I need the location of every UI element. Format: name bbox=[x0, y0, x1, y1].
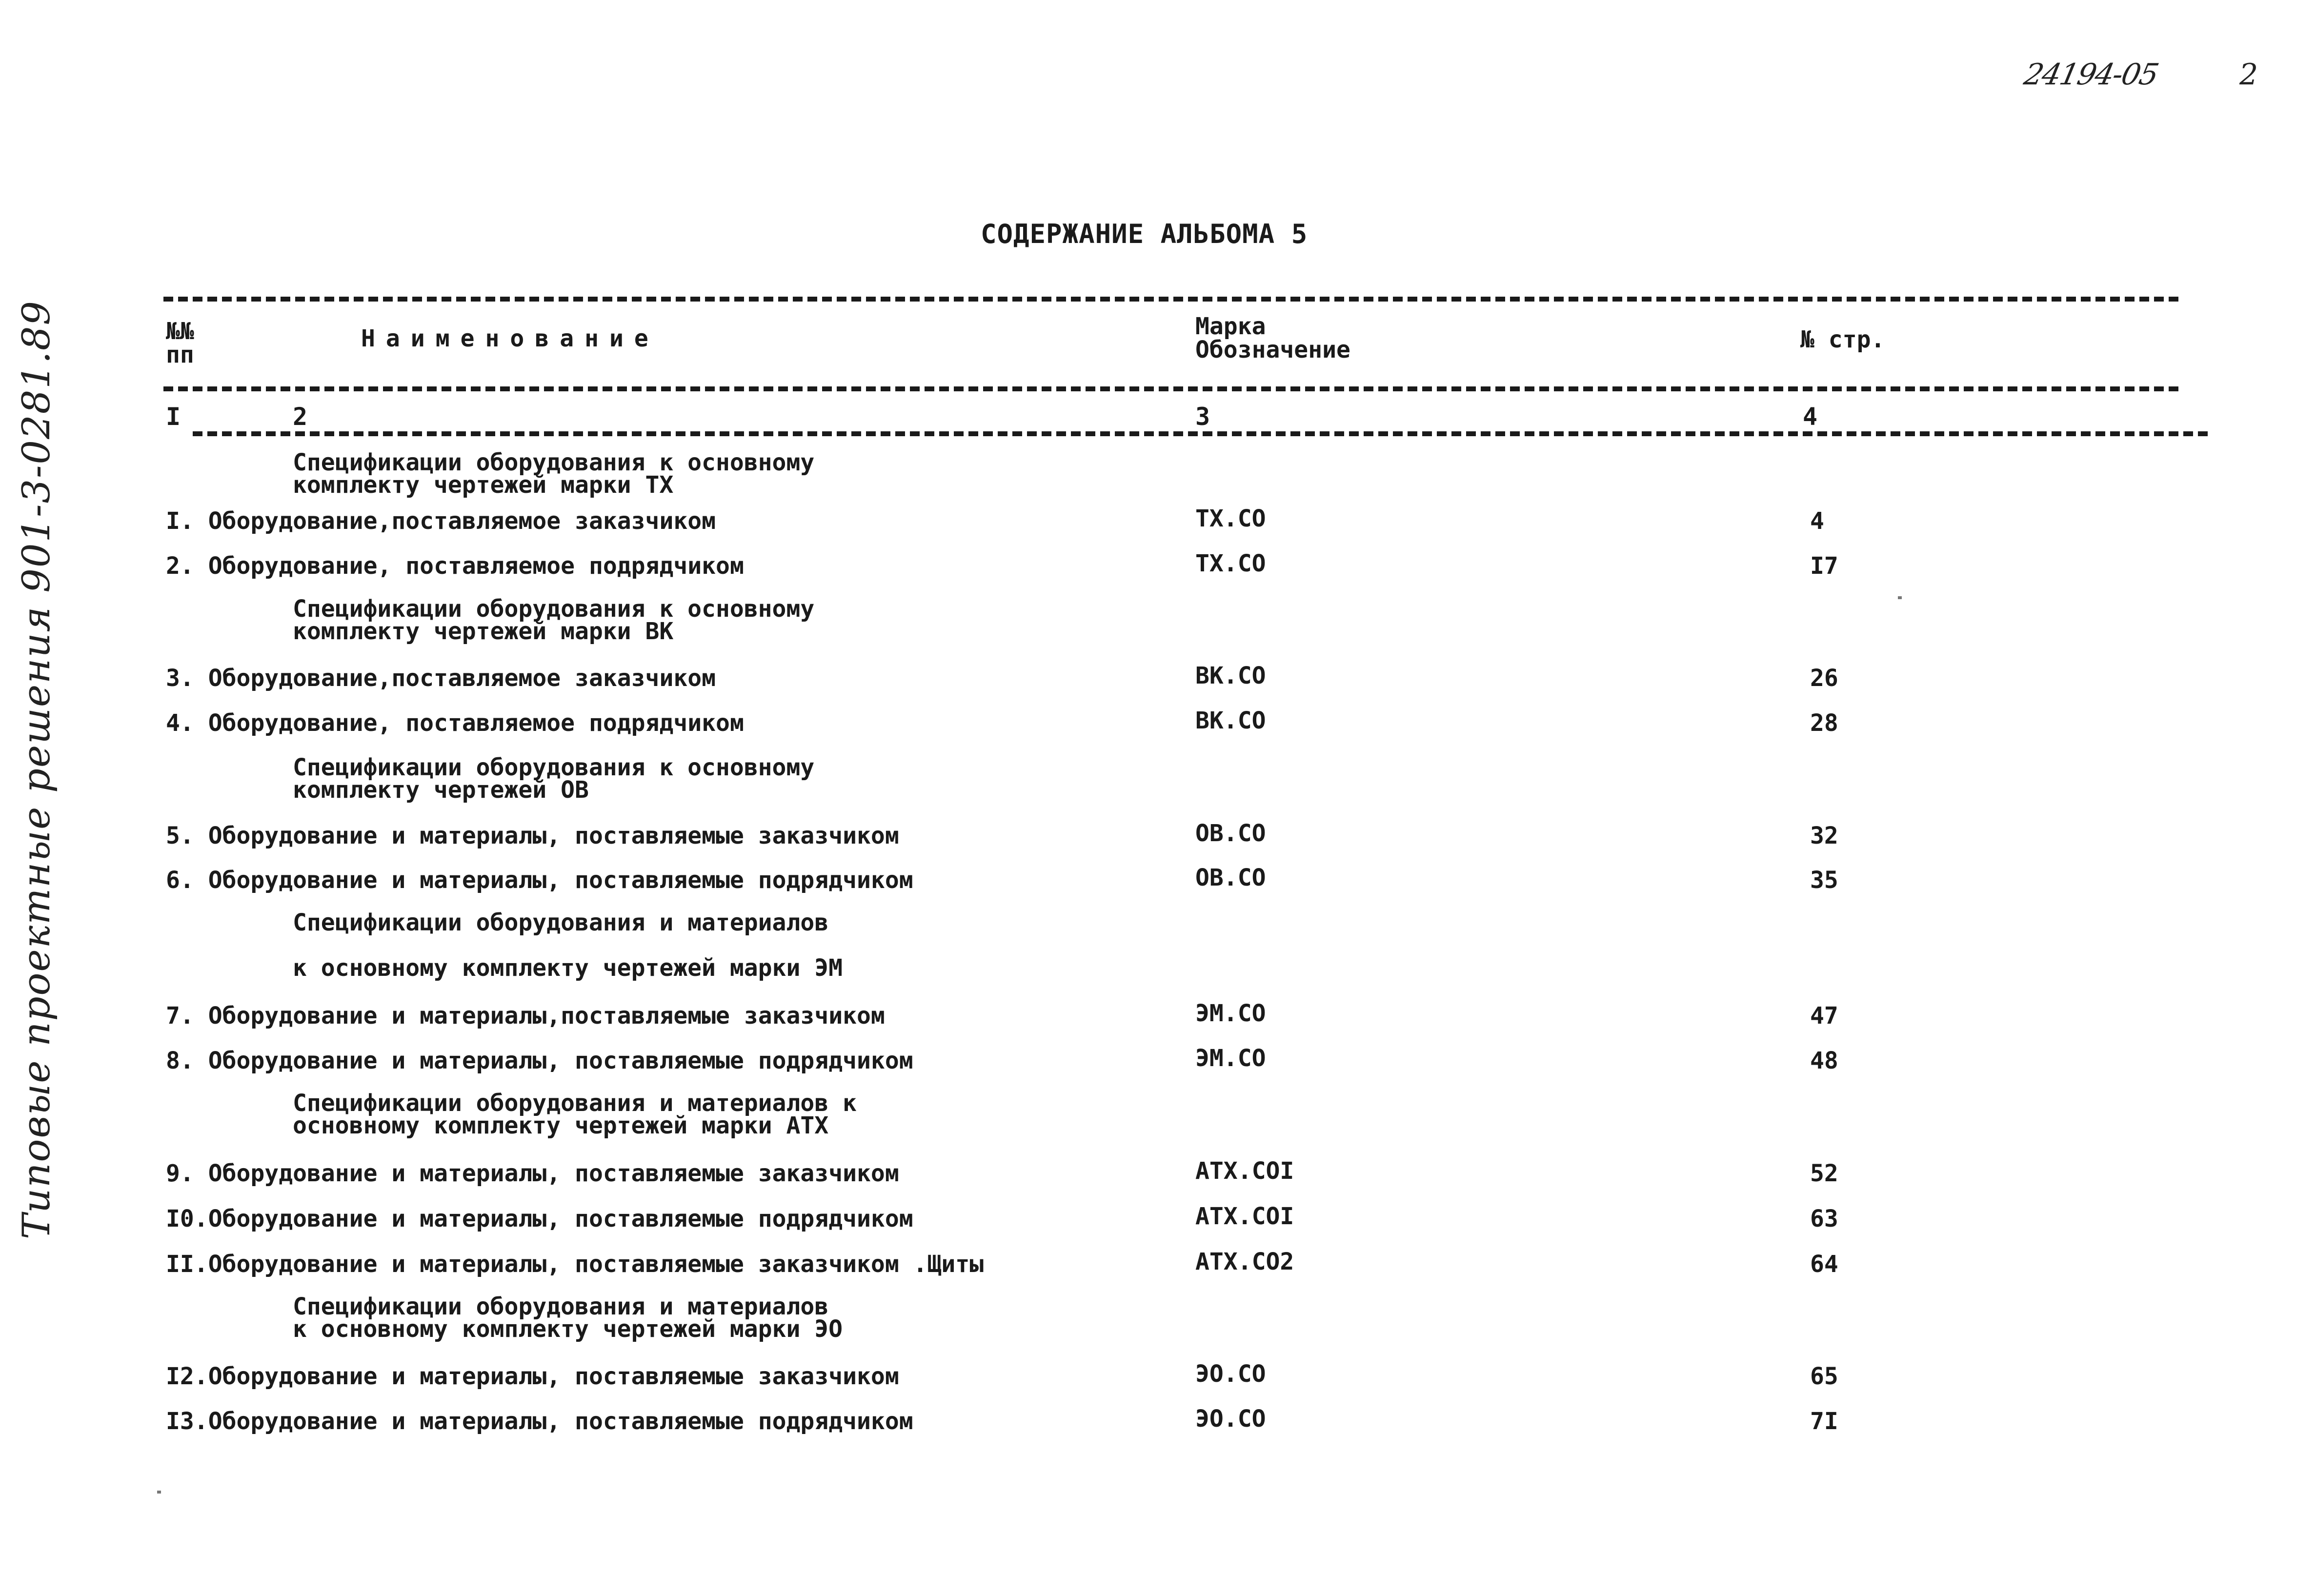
row-text: I2.Оборудование и материалы, поставляемые заказчиком bbox=[166, 1363, 899, 1390]
row-text: 5. Оборудование и материалы, поставляемые заказчиком bbox=[166, 822, 899, 849]
section-heading: к основному комплекту чертежей марки ЭМ bbox=[293, 954, 843, 982]
row-page: 47 bbox=[1810, 1002, 1838, 1030]
row-page: 7I bbox=[1810, 1408, 1838, 1435]
row-text: 6. Оборудование и материалы, поставляемые подрядчиком bbox=[166, 867, 913, 894]
row-text: 7. Оборудование и материалы,поставляемые заказчиком bbox=[166, 1002, 885, 1030]
row-mark: ТХ.СО bbox=[1195, 505, 1266, 532]
row-mark: ОВ.СО bbox=[1195, 820, 1266, 847]
column-number: 3 bbox=[1195, 403, 1210, 431]
row-text: I. Оборудование,поставляемое заказчиком bbox=[166, 507, 716, 535]
column-number: 2 bbox=[293, 403, 308, 431]
section-heading: Спецификации оборудования к основному комплекту чертежей марки ТХ bbox=[293, 449, 815, 499]
row-mark: ВК.СО bbox=[1195, 707, 1266, 734]
section-heading: Спецификации оборудования к основному комплекту чертежей ОВ bbox=[293, 754, 815, 804]
column-number: I bbox=[166, 403, 181, 431]
row-mark: ОВ.СО bbox=[1195, 864, 1266, 891]
section-heading: Спецификации оборудования и материалов к основному комплекту чертежей марки АТХ bbox=[293, 1090, 857, 1139]
section-heading: Спецификации оборудования и материалов к основному комплекту чертежей марки ЭО bbox=[293, 1293, 843, 1343]
row-text: I3.Оборудование и материалы, поставляемые подрядчиком bbox=[166, 1408, 913, 1435]
column-numbers-rule bbox=[193, 431, 2208, 436]
row-mark: ЭМ.СО bbox=[1195, 1045, 1266, 1072]
row-mark: ВК.СО bbox=[1195, 662, 1266, 689]
header-number: №№ пп bbox=[166, 318, 194, 368]
row-page: 64 bbox=[1810, 1251, 1838, 1278]
side-title: Типовые проектные решения 901-3-0281.89 bbox=[15, 300, 59, 1239]
row-page: 28 bbox=[1810, 709, 1838, 737]
header-name: Наименование bbox=[361, 325, 659, 352]
column-number: 4 bbox=[1803, 403, 1818, 431]
document-title: СОДЕРЖАНИЕ АЛЬБОМА 5 bbox=[981, 219, 1308, 249]
row-mark: АТХ.СОI bbox=[1195, 1157, 1294, 1185]
row-page: 65 bbox=[1810, 1363, 1838, 1390]
row-page: 26 bbox=[1810, 665, 1838, 692]
row-mark: ЭМ.СО bbox=[1195, 1000, 1266, 1027]
document-code: 24194-05 bbox=[2021, 58, 2161, 92]
row-text: I0.Оборудование и материалы, поставляемые подрядчиком bbox=[166, 1205, 913, 1232]
row-mark: АТХ.СО2 bbox=[1195, 1248, 1294, 1275]
row-page: 32 bbox=[1810, 822, 1838, 849]
scan-speck bbox=[1898, 596, 1902, 599]
row-page: 63 bbox=[1810, 1205, 1838, 1232]
row-page: I7 bbox=[1810, 552, 1838, 580]
row-text: 3. Оборудование,поставляемое заказчиком bbox=[166, 665, 716, 692]
row-mark: ТХ.СО bbox=[1195, 550, 1266, 577]
row-page: 48 bbox=[1810, 1047, 1838, 1074]
row-page: 4 bbox=[1810, 507, 1824, 535]
row-page: 35 bbox=[1810, 867, 1838, 894]
row-mark: ЭО.СО bbox=[1195, 1360, 1266, 1388]
row-text: 9. Оборудование и материалы, поставляемые заказчиком bbox=[166, 1160, 899, 1187]
row-mark: АТХ.СОI bbox=[1195, 1203, 1294, 1230]
page-number: 2 bbox=[2239, 58, 2258, 92]
table-top-rule bbox=[163, 297, 2178, 302]
row-text: II.Оборудование и материалы, поставляемые заказчиком .Щиты bbox=[166, 1251, 984, 1278]
row-text: 2. Оборудование, поставляемое подрядчиком bbox=[166, 552, 744, 580]
row-text: 4. Оборудование, поставляемое подрядчиком bbox=[166, 709, 744, 737]
section-heading: Спецификации оборудования к основному комплекту чертежей марки ВК bbox=[293, 595, 815, 645]
section-heading: Спецификации оборудования и материалов bbox=[293, 909, 829, 936]
header-mark: Марка Обозначение bbox=[1195, 313, 1350, 364]
row-text: 8. Оборудование и материалы, поставляемые подрядчиком bbox=[166, 1047, 913, 1074]
row-page: 52 bbox=[1810, 1160, 1838, 1187]
scan-speck bbox=[157, 1491, 161, 1494]
header-bottom-rule bbox=[163, 386, 2178, 391]
row-mark: ЭО.СО bbox=[1195, 1405, 1266, 1433]
header-page: № стр. bbox=[1800, 326, 1885, 353]
